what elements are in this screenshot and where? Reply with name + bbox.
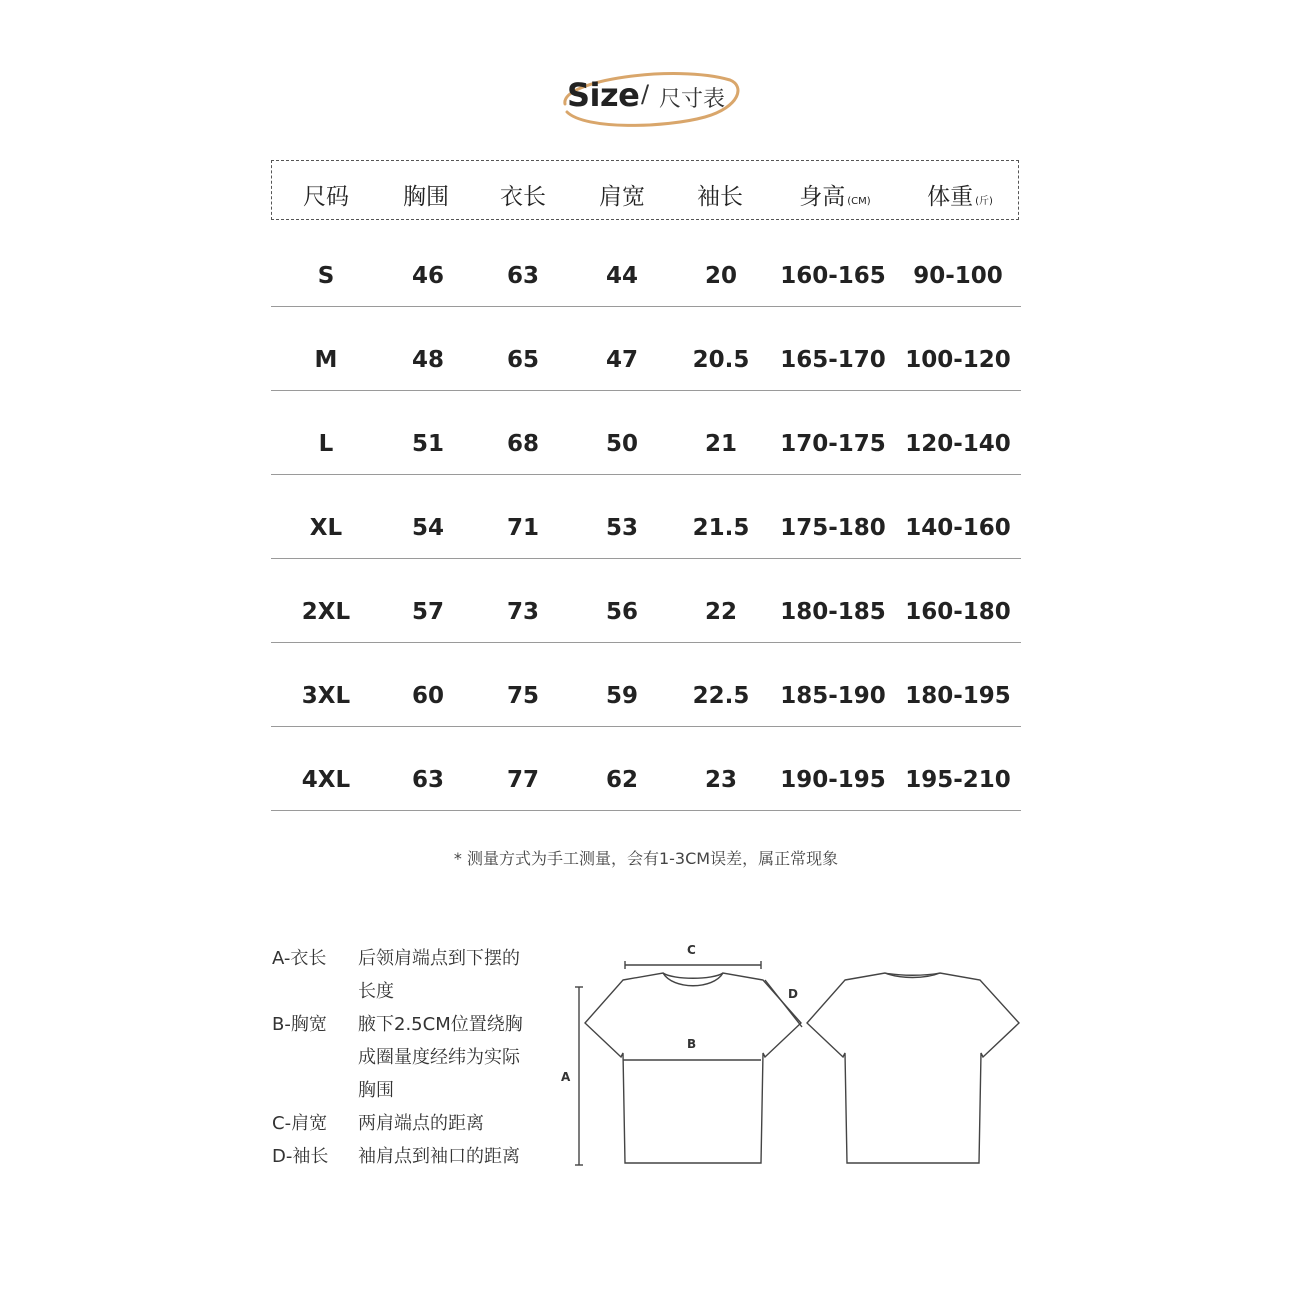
table-cell: 23: [704, 767, 737, 793]
diagram-label-c: C: [687, 943, 696, 957]
table-cell: 54: [411, 515, 444, 541]
legend-text: 腋下2.5CM位置绕胸: [358, 1014, 523, 1035]
table-cell: 48: [411, 347, 444, 373]
table-cell: 190-195: [780, 767, 886, 793]
table-cell: 20.5: [692, 347, 750, 373]
diagram-label-d: D: [788, 987, 798, 1001]
table-cell: 20: [704, 263, 737, 289]
table-cell: 71: [506, 515, 539, 541]
table-cell: XL: [309, 515, 343, 541]
table-cell: 60: [411, 683, 444, 709]
tshirt-measurement-diagram: [555, 935, 1035, 1179]
row-divider: [271, 306, 1021, 307]
table-cell: 175-180: [780, 515, 886, 541]
table-cell: 4XL: [301, 767, 351, 793]
table-cell: 46: [411, 263, 444, 289]
table-cell: 22.5: [692, 683, 750, 709]
legend-text: 胸围: [358, 1080, 394, 1101]
legend-key: A-衣长: [272, 948, 327, 969]
legend-text: 长度: [358, 981, 394, 1002]
legend-key: B-胸宽: [272, 1014, 327, 1035]
table-cell: 53: [605, 515, 638, 541]
row-divider: [271, 474, 1021, 475]
table-cell: 195-210: [905, 767, 1011, 793]
size-chart-title: [555, 62, 745, 132]
legend-item-b: [272, 1010, 523, 1036]
title-separator: /: [641, 80, 650, 108]
table-cell: 44: [605, 263, 638, 289]
table-cell: 21: [704, 431, 737, 457]
legend-item-c: [272, 1109, 484, 1135]
header-height-unit: (CM): [847, 196, 871, 207]
table-cell: 77: [506, 767, 539, 793]
tshirt-diagram-svg: [555, 935, 1035, 1175]
tshirt-front-icon: [585, 973, 801, 1163]
table-cell: 56: [605, 599, 638, 625]
header-shoulder: 肩宽: [599, 184, 645, 210]
table-cell: 100-120: [905, 347, 1011, 373]
table-cell: 90-100: [913, 263, 1003, 289]
table-cell: 73: [506, 599, 539, 625]
table-cell: 160-180: [905, 599, 1011, 625]
header-height: 身高 (CM): [799, 184, 871, 210]
table-cell: 180-185: [780, 599, 886, 625]
row-divider: [271, 726, 1021, 727]
legend-item-d: [272, 1142, 520, 1168]
table-cell: M: [314, 347, 338, 373]
title-english: Size: [567, 76, 640, 114]
table-cell: 160-165: [780, 263, 886, 289]
table-cell: 170-175: [780, 431, 886, 457]
header-sleeve: 袖长: [697, 184, 743, 210]
table-cell: 180-195: [905, 683, 1011, 709]
table-cell: 21.5: [692, 515, 750, 541]
table-cell: 59: [605, 683, 638, 709]
legend-item-a: [272, 944, 520, 970]
legend-text: 两肩端点的距离: [358, 1113, 484, 1134]
table-cell: 62: [605, 767, 638, 793]
table-cell: S: [317, 263, 335, 289]
row-divider: [271, 810, 1021, 811]
table-cell: 165-170: [780, 347, 886, 373]
header-weight: 体重 (斤): [927, 184, 993, 210]
table-cell: 3XL: [301, 683, 351, 709]
header-length: 衣长: [500, 184, 546, 210]
legend-text: 成圈量度经纬为实际: [358, 1047, 520, 1068]
title-chinese: 尺寸表: [659, 87, 726, 112]
tshirt-back-icon: [807, 973, 1019, 1163]
legend-key: C-肩宽: [272, 1113, 328, 1134]
header-size: 尺码: [303, 184, 349, 210]
legend-key: D-袖长: [272, 1146, 329, 1167]
table-cell: 57: [411, 599, 444, 625]
legend-text: 袖肩点到袖口的距离: [358, 1146, 520, 1167]
table-cell: 63: [411, 767, 444, 793]
row-divider: [271, 558, 1021, 559]
table-cell: 47: [605, 347, 638, 373]
header-weight-unit: (斤): [975, 196, 993, 207]
table-cell: 140-160: [905, 515, 1011, 541]
measurement-note: * 测量方式为手工测量，会有1-3CM误差，属正常现象: [453, 849, 839, 868]
legend-text: 后领肩端点到下摆的: [358, 948, 520, 969]
header-chest: 胸围: [403, 184, 449, 210]
table-cell: 75: [506, 683, 539, 709]
table-cell: 22: [704, 599, 737, 625]
table-cell: 2XL: [301, 599, 351, 625]
table-cell: 68: [506, 431, 539, 457]
table-cell: 51: [411, 431, 444, 457]
diagram-label-b: B: [687, 1037, 697, 1051]
table-cell: 65: [506, 347, 539, 373]
table-cell: 63: [506, 263, 539, 289]
row-divider: [271, 390, 1021, 391]
table-cell: 120-140: [905, 431, 1011, 457]
row-divider: [271, 642, 1021, 643]
diagram-label-a: A: [561, 1070, 571, 1084]
table-cell: L: [318, 431, 334, 457]
table-cell: 50: [605, 431, 638, 457]
table-cell: 185-190: [780, 683, 886, 709]
